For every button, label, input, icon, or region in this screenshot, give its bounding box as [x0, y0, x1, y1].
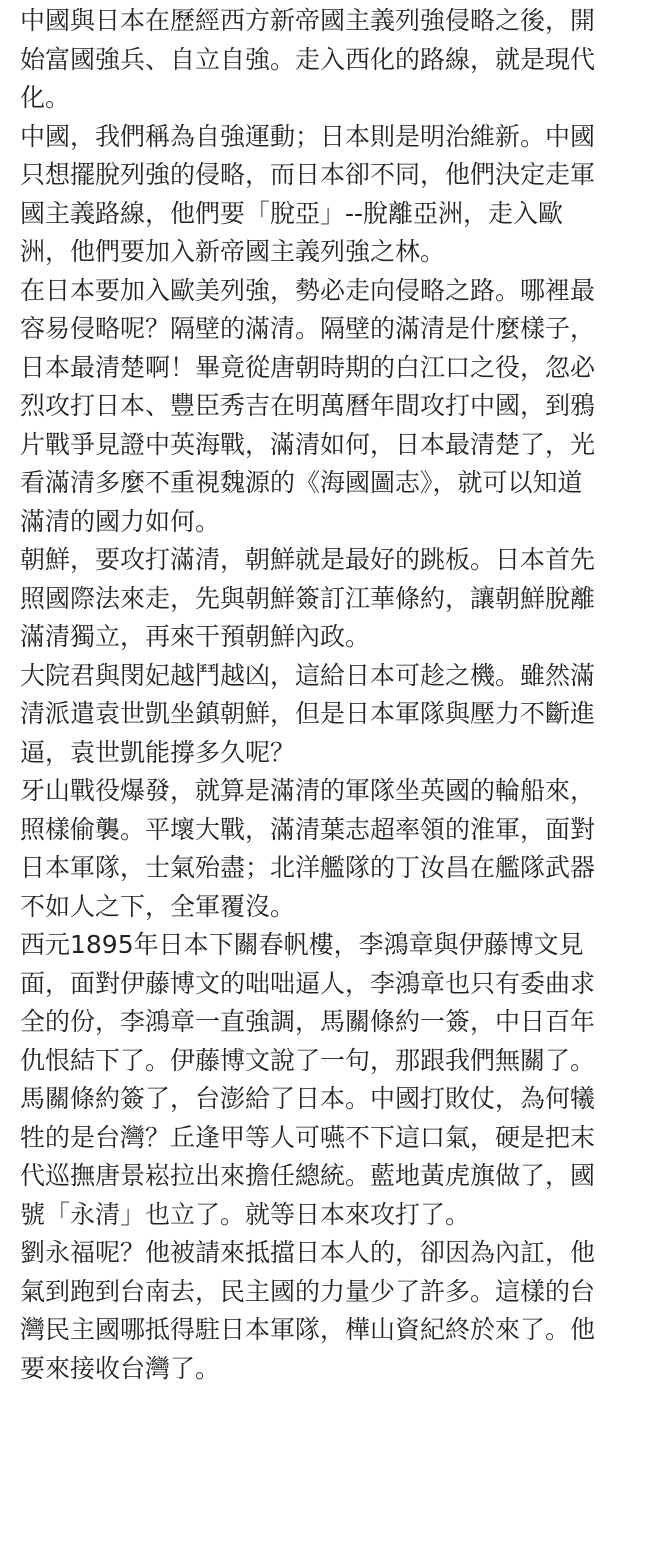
- text-line: 片戰爭見證中英海戰，滿清如何，日本最清楚了，光: [20, 429, 596, 459]
- text-line: 劉永福呢？他被請來抵擋日本人的，卻因為內訌，他: [20, 1238, 596, 1267]
- text-line: 照樣偷襲。平壞大戰，滿清葉志超率領的淮軍，面對: [20, 814, 596, 844]
- text-line: 照國際法來走，先與朝鮮簽訂江華條約，讓朝鮮脫離: [20, 583, 596, 613]
- text-line: 面，面對伊藤博文的咄咄逼人，李鴻章也只有委曲求: [20, 968, 596, 998]
- text-line: 日本軍隊，士氣殆盡；北洋艦隊的丁汝昌在艦隊武器: [20, 853, 596, 882]
- text-line: 清派遣袁世凱坐鎮朝鮮，但是日本軍隊與壓力不斷進: [20, 699, 596, 728]
- text-line: 看滿清多麼不重視魏源的《海國圖志》，就可以知道: [20, 468, 583, 497]
- text-line: 號「永清」也立了。就等日本來攻打了。: [20, 1199, 471, 1229]
- text-line: 要來接收台灣了。: [20, 1353, 221, 1383]
- text-line: 仇恨結下了。伊藤博文說了一句，那跟我們無關了。: [20, 1045, 596, 1075]
- text-line: 代巡撫唐景崧拉出來擔任總統。藍地黃虎旗做了，國: [20, 1161, 596, 1190]
- text-line: 牙山戰役爆發，就算是滿清的軍隊坐英國的輪船來，: [20, 776, 596, 805]
- text-line: 化。: [20, 83, 71, 112]
- text-line: 日本最清楚啊！畢竟從唐朝時期的白江口之役，忽必: [20, 352, 596, 382]
- text-line: 牲的是台灣？丘逢甲等人可嚥不下這口氣，硬是把末: [20, 1122, 596, 1152]
- text-line: 國主義路線，他們要「脫亞」--脫離亞洲，走入歐: [20, 198, 564, 228]
- paragraph: [20, 1234, 640, 1388]
- text-line: 不如人之下，全軍覆沒。: [20, 891, 296, 921]
- text-line: 始富國強兵、自立自強。走入西化的路線，就是現代: [20, 44, 596, 74]
- paragraph: [20, 772, 640, 926]
- text-line: 氣到跑到台南去，民主國的力量少了許多。這樣的台: [20, 1276, 596, 1306]
- text-line: 中國，我們稱為自強運動；日本則是明治維新。中國: [20, 121, 596, 151]
- paragraph: [20, 2, 640, 118]
- paragraph: [20, 118, 640, 272]
- text-line: 大院君與閔妃越鬥越凶，這給日本可趁之機。雖然滿: [20, 660, 596, 690]
- text-line: 滿清的國力如何。: [20, 506, 221, 536]
- text-line: 滿清獨立，再來干預朝鮮內政。: [20, 622, 371, 651]
- text-line: 灣民主國哪抵得駐日本軍隊，樺山資紀終於來了。他: [20, 1315, 596, 1344]
- text-line: 洲，他們要加入新帝國主義列強之林。: [20, 237, 446, 266]
- text-line: 馬關條約簽了，台澎給了日本。中國打敗仗，為何犧: [20, 1084, 596, 1113]
- paragraph: [20, 1080, 640, 1234]
- paragraph: [20, 657, 640, 773]
- text-line: 朝鮮，要攻打滿清，朝鮮就是最好的跳板。日本首先: [20, 545, 596, 574]
- paragraph: [20, 272, 640, 542]
- text-line: 西元1895年日本下關春帆樓，李鴻章與伊藤博文見: [20, 930, 584, 959]
- text-line: 在日本要加入歐美列強，勢必走向侵略之路。哪裡最: [20, 275, 596, 305]
- text-line: 中國與日本在歷經西方新帝國主義列強侵略之後，開: [20, 6, 596, 35]
- paragraph: [20, 541, 640, 657]
- text-line: 只想擺脫列強的侵略，而日本卻不同，他們決定走軍: [20, 160, 596, 189]
- paragraph: [20, 926, 640, 1080]
- text-line: 烈攻打日本、豐臣秀吉在明萬曆年間攻打中國，到鴉: [20, 391, 596, 420]
- text-line: 容易侵略呢？隔壁的滿清。隔壁的滿清是什麼樣子，: [20, 314, 596, 343]
- text-line: 全的份，李鴻章一直強調，馬關條約一簽，中日百年: [20, 1007, 596, 1036]
- text-line: 逼，袁世凱能撐多久呢？: [20, 737, 296, 767]
